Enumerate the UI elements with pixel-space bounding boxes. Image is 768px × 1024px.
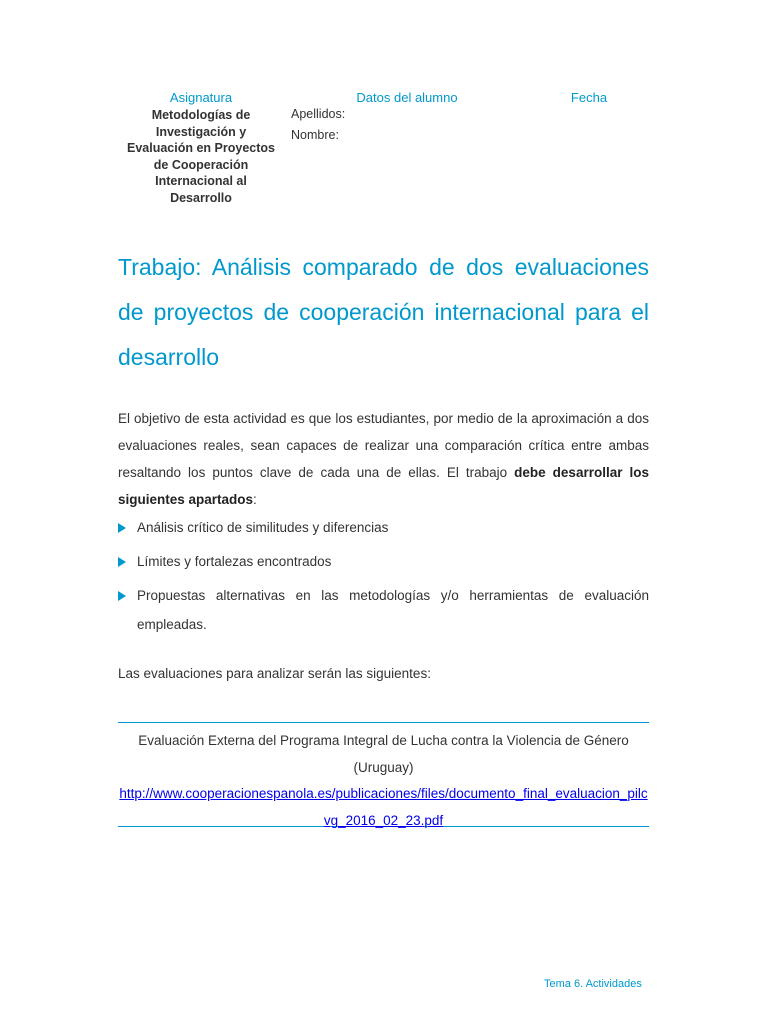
subject-line: Investigación y <box>155 124 247 139</box>
subject-line: Evaluación en Proyectos <box>127 141 275 155</box>
reference-box <box>118 722 649 827</box>
intro-text: El objetivo de esta actividad es que los estudiantes, por medio de la aproximación a dos evaluaciones reales, sean capaces de realizar una comparación crítica entre ambas resaltando los puntos clave de cada una de ellas. El trabajo <box>118 411 649 480</box>
subject-line: Desarrollo <box>170 190 232 205</box>
triangle-bullet-icon <box>118 557 126 567</box>
intro-bold: debe desarrollar los siguientes apartados <box>118 465 649 507</box>
subject-line: de Cooperación <box>153 157 249 172</box>
list-item-text: Propuestas alternativas en las metodologías y/o herramientas de evaluación empleadas. <box>137 588 649 632</box>
intro-paragraph <box>118 405 649 513</box>
nombre-field[interactable]: Nombre: <box>291 128 339 142</box>
intro-tail: : <box>253 492 257 507</box>
reference-title: Evaluación Externa del Programa Integral de Lucha contra la Violencia de Género (Uruguay) <box>138 733 629 775</box>
subject-line: Metodologías de <box>151 108 251 122</box>
datos-alumno-label: Datos del alumno <box>356 90 458 105</box>
asignatura-label: Asignatura <box>169 90 233 105</box>
fecha-label: Fecha <box>570 90 608 105</box>
list-item-text: Límites y fortalezas encontrados <box>137 554 332 569</box>
page-title: Trabajo: Análisis comparado de dos evaluaciones de proyectos de cooperación internacional para el desarrollo <box>118 254 649 370</box>
subject-line: Internacional al <box>155 174 247 188</box>
evaluations-intro: Las evaluaciones para analizar serán las siguientes: <box>118 666 431 681</box>
subject-name <box>118 107 284 206</box>
list-item-text: Análisis crítico de similitudes y diferencias <box>137 520 389 535</box>
triangle-bullet-icon <box>118 591 126 601</box>
apellidos-field[interactable]: Apellidos: <box>291 107 346 121</box>
reference-link[interactable]: http://www.cooperacionespanola.es/publicaciones/files/documento_final_evaluacion_pilcvg_2016_02_23.pdf <box>119 786 648 828</box>
triangle-bullet-icon <box>118 523 126 533</box>
footer-label: Tema 6. Actividades <box>544 978 642 990</box>
